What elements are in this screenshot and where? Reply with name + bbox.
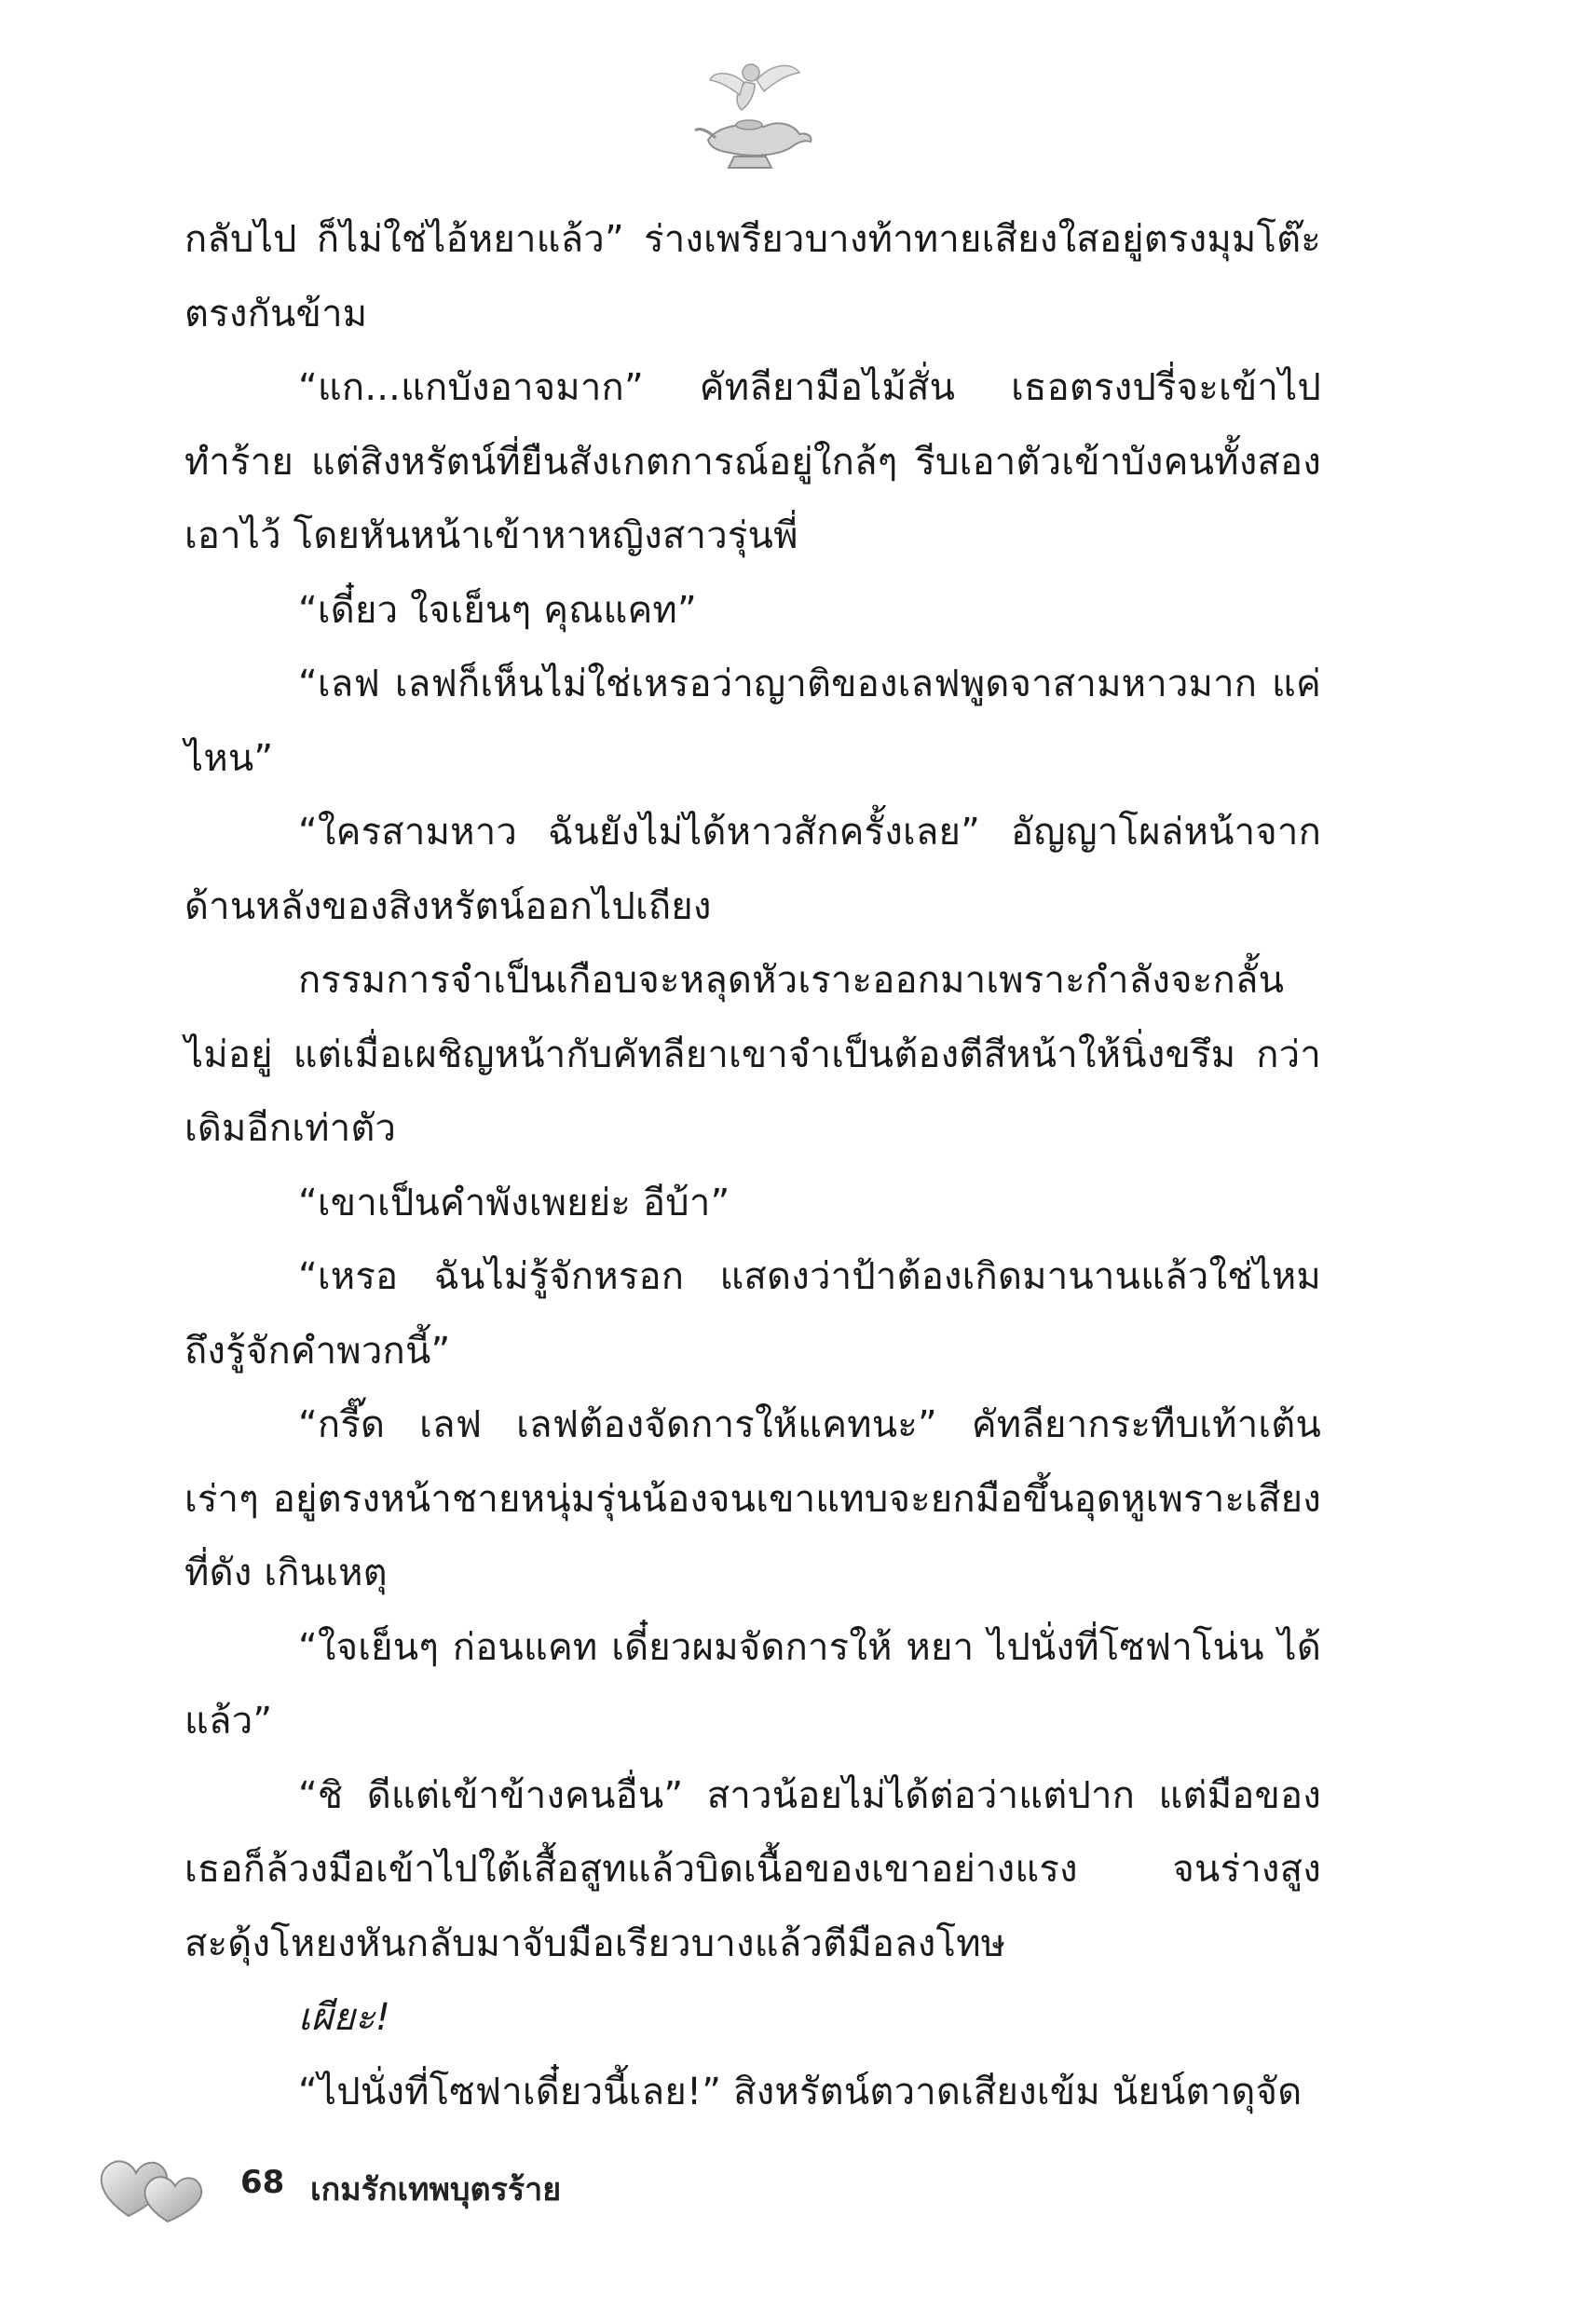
chapter-body xyxy=(184,203,1321,2129)
paragraph: “เหรอ ฉันไม่รู้จักหรอก แสดงว่าป้าต้องเกิดมานานแล้วใช่ไหม ถึงรู้จักคำพวกนี้” xyxy=(184,1255,1321,1373)
paragraph: “เขาเป็นคำพังเพยย่ะ อีบ้า” xyxy=(298,1181,730,1224)
paragraph: “ชิ ดีแต่เข้าข้างคนอื่น” สาวน้อยไม่ได้ต่อว่าแต่ปาก แต่มือของ เธอก็ล้วงมือเข้าไปใต้เสื้อสูทแล้วบิดเนื้อของเขาอย่างแรง จนร่างสูง สะดุ้งโหยงหันกลับมาจับมือเรียวบางแล้วตีมือลงโทษ xyxy=(184,1773,1321,1965)
paragraph: กลับไป ก็ไม่ใช่ไอ้หยาแล้ว” ร่างเพรียวบางท้าทายเสียงใสอยู่ตรงมุมโต๊ะตรงกันข้าม xyxy=(184,218,1321,335)
two-hearts-icon xyxy=(91,2143,212,2227)
page-number: 68 xyxy=(240,2164,285,2201)
paragraph: “ไปนั่งที่โซฟาเดี๋ยวนี้เลย!” สิงหรัตน์ตวาดเสียงเข้ม นัยน์ตาดุจัด xyxy=(298,2070,1303,2113)
page-footer xyxy=(91,2143,743,2227)
paragraph: “กรี๊ด เลฟ เลฟต้องจัดการให้แคทนะ” คัทลียากระทืบเท้าเต้นเร่าๆ อยู่ตรงหน้าชายหนุ่มรุ่นน้องจนเขาแทบจะยกมือขึ้นอุดหูเพราะเสียงที่ดัง เกินเหตุ xyxy=(184,1403,1321,1594)
paragraph: “เลฟ เลฟก็เห็นไม่ใช่เหรอว่าญาติของเลฟพูดจาสามหาวมาก แค่ไหน” xyxy=(184,663,1321,780)
paragraph-sound-effect: เผียะ! xyxy=(298,1996,391,2039)
paragraph: “ใจเย็นๆ ก่อนแคท เดี๋ยวผมจัดการให้ หยา ไปนั่งที่โซฟาโน่น ได้แล้ว” xyxy=(184,1625,1321,1743)
paragraph: “ใครสามหาว ฉันยังไม่ได้หาวสักครั้งเลย” อัญญาโผล่หน้าจาก ด้านหลังของสิงหรัตน์ออกไปเถียง xyxy=(184,811,1321,928)
paragraph: “เดี๋ยว ใจเย็นๆ คุณแคท” xyxy=(298,588,697,632)
book-title: เกมรักเทพบุตรร้าย xyxy=(310,2171,562,2208)
genie-lamp-with-cupid-icon xyxy=(689,54,820,175)
paragraph: “แก...แกบังอาจมาก” คัทลียามือไม้สั่น เธอตรงปรี่จะเข้าไปทำร้าย แต่สิงหรัตน์ที่ยืนสังเกตการณ์อยู่ใกล้ๆ รีบเอาตัวเข้าบังคนทั้งสองเอาไว้ โดยหันหน้าเข้าหาหญิงสาวรุ่นพี่ xyxy=(184,366,1321,557)
paragraph: กรรมการจำเป็นเกือบจะหลุดหัวเราะออกมาเพราะกำลังจะกลั้น ไม่อยู่ แต่เมื่อเผชิญหน้ากับคัทลียาเขาจำเป็นต้องตีสีหน้าให้นิ่งขรึม กว่าเดิมอีกเท่าตัว xyxy=(184,959,1321,1150)
